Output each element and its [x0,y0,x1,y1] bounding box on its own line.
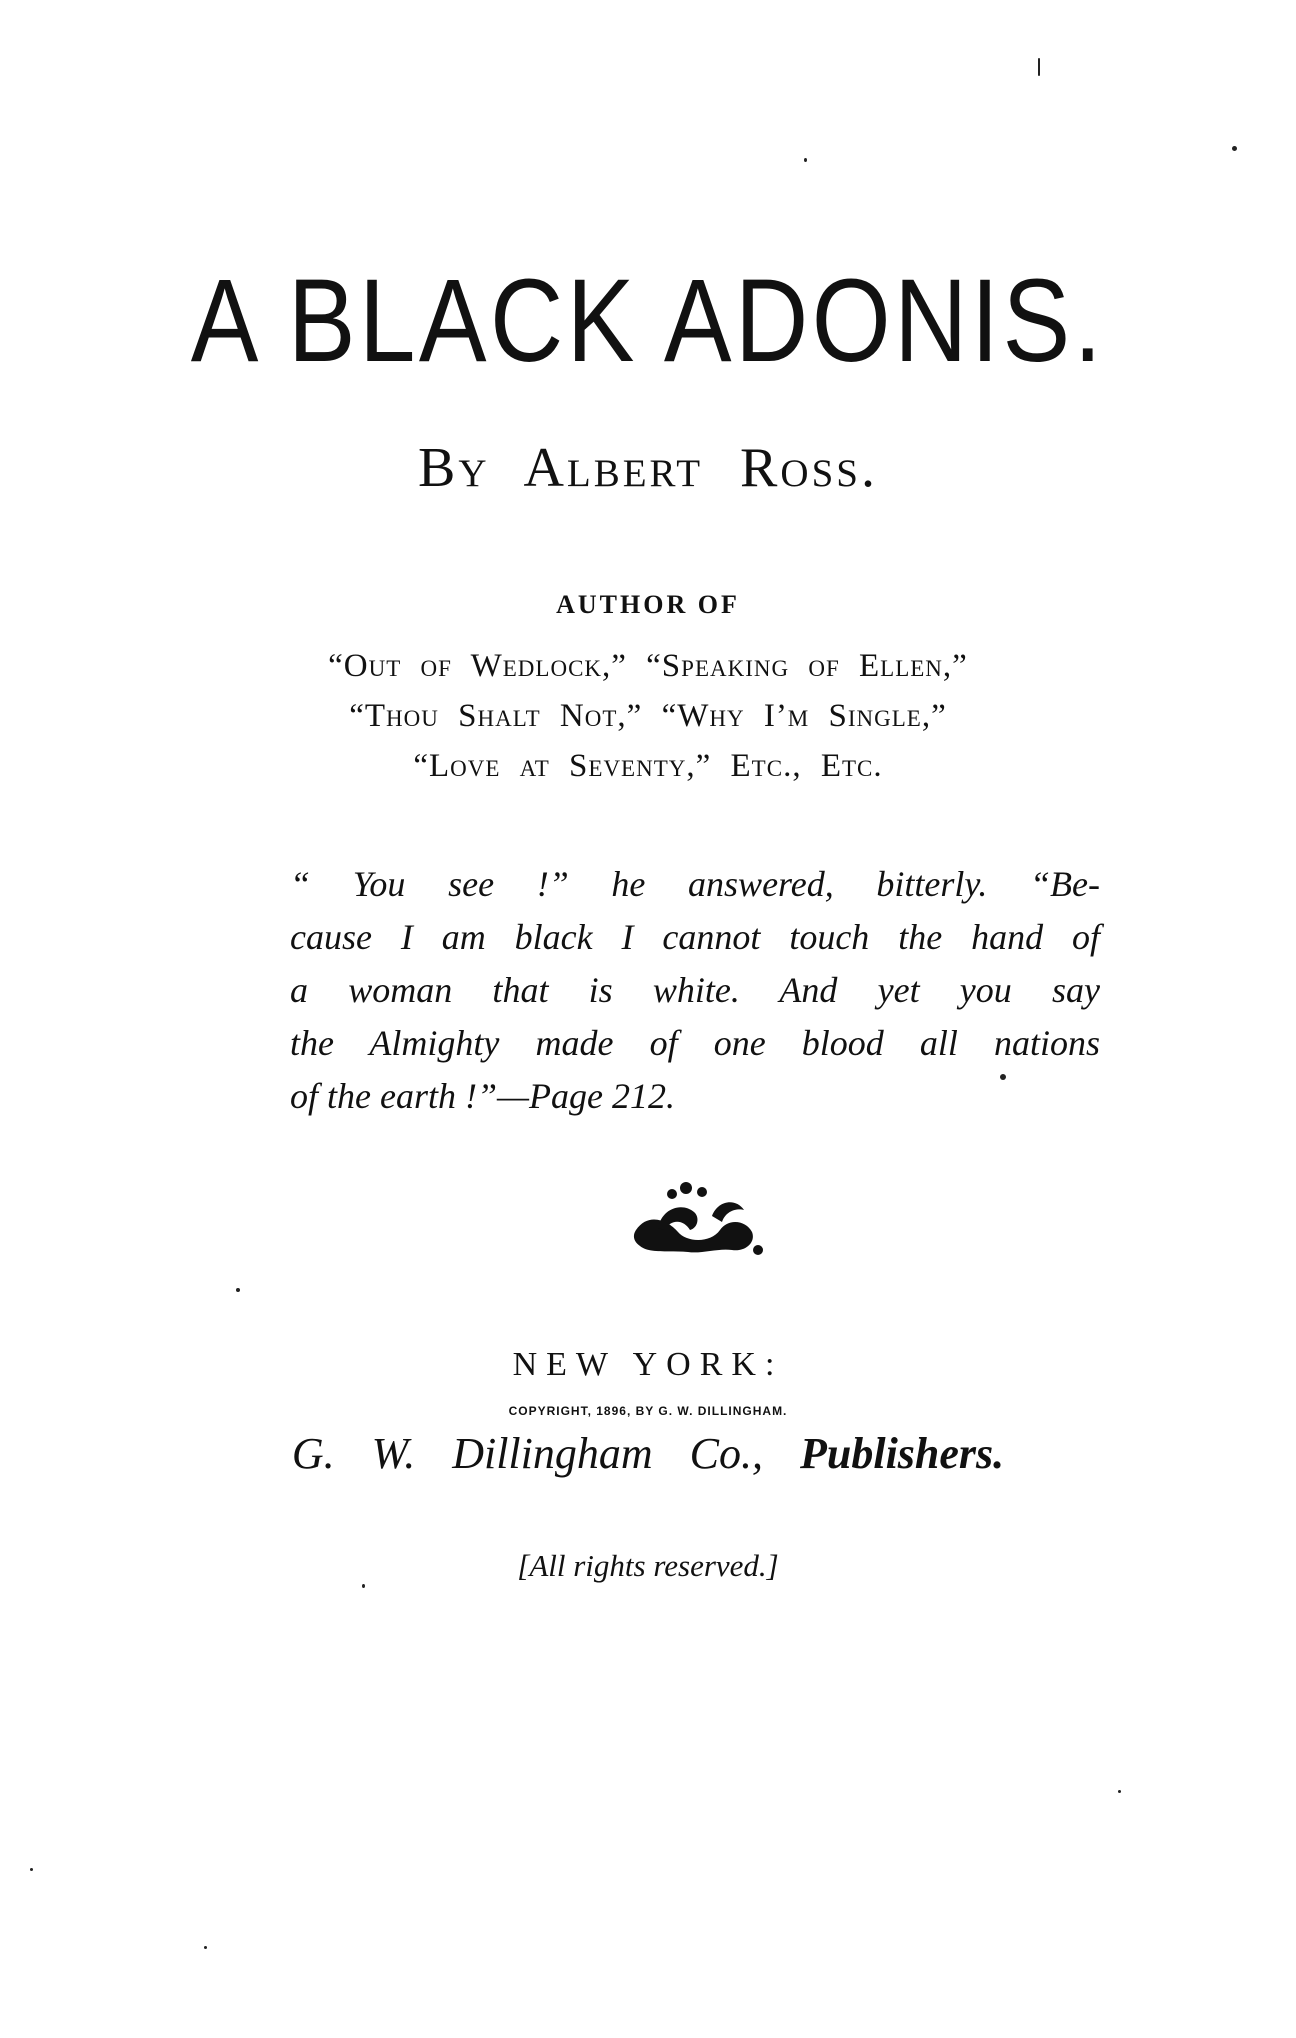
rights-notice: [All rights reserved.] [517,1548,779,1583]
publisher-line [0,1429,1296,1478]
quote-line: a woman that is white. And yet you say [290,970,1100,1010]
publisher-name: G. W. Dillingham Co., [291,1429,763,1478]
scan-speck [1232,146,1237,151]
publisher-word: Publishers. [800,1429,1005,1478]
quote-line: “ You see !” he answered, bitterly. “Be- [290,864,1100,904]
quote-line: the Almighty made of one blood all nations [290,1023,1100,1063]
author-of-label: AUTHOR OF [556,590,740,619]
scan-speck [1038,58,1040,76]
copyright-notice: COPYRIGHT, 1896, BY G. W. DILLINGHAM. [508,1404,788,1418]
scan-speck [362,1584,365,1588]
quote-line: of the earth !”—Page 212. [290,1076,675,1116]
scan-speck [1118,1790,1121,1793]
quote-line: cause I am black I cannot touch the hand of [290,917,1100,957]
book-title: A BLACK ADONIS. [190,255,1106,387]
scan-speck [804,158,807,162]
printers-ornament-icon [628,1172,768,1262]
scan-speck [30,1868,33,1871]
other-works-line: “Love at Seventy,” Etc., Etc. [413,748,883,784]
epigraph-quote [290,858,1100,1123]
scan-speck [204,1946,207,1949]
imprint-city: NEW YORK: [512,1346,784,1383]
other-works-line: “Thou Shalt Not,” “Why I’m Single,” [349,698,947,734]
scan-speck [236,1288,240,1292]
scan-speck [1000,1074,1006,1080]
author-byline: By Albert Ross. [418,437,878,499]
other-works-line: “Out of Wedlock,” “Speaking of Ellen,” [328,648,968,684]
